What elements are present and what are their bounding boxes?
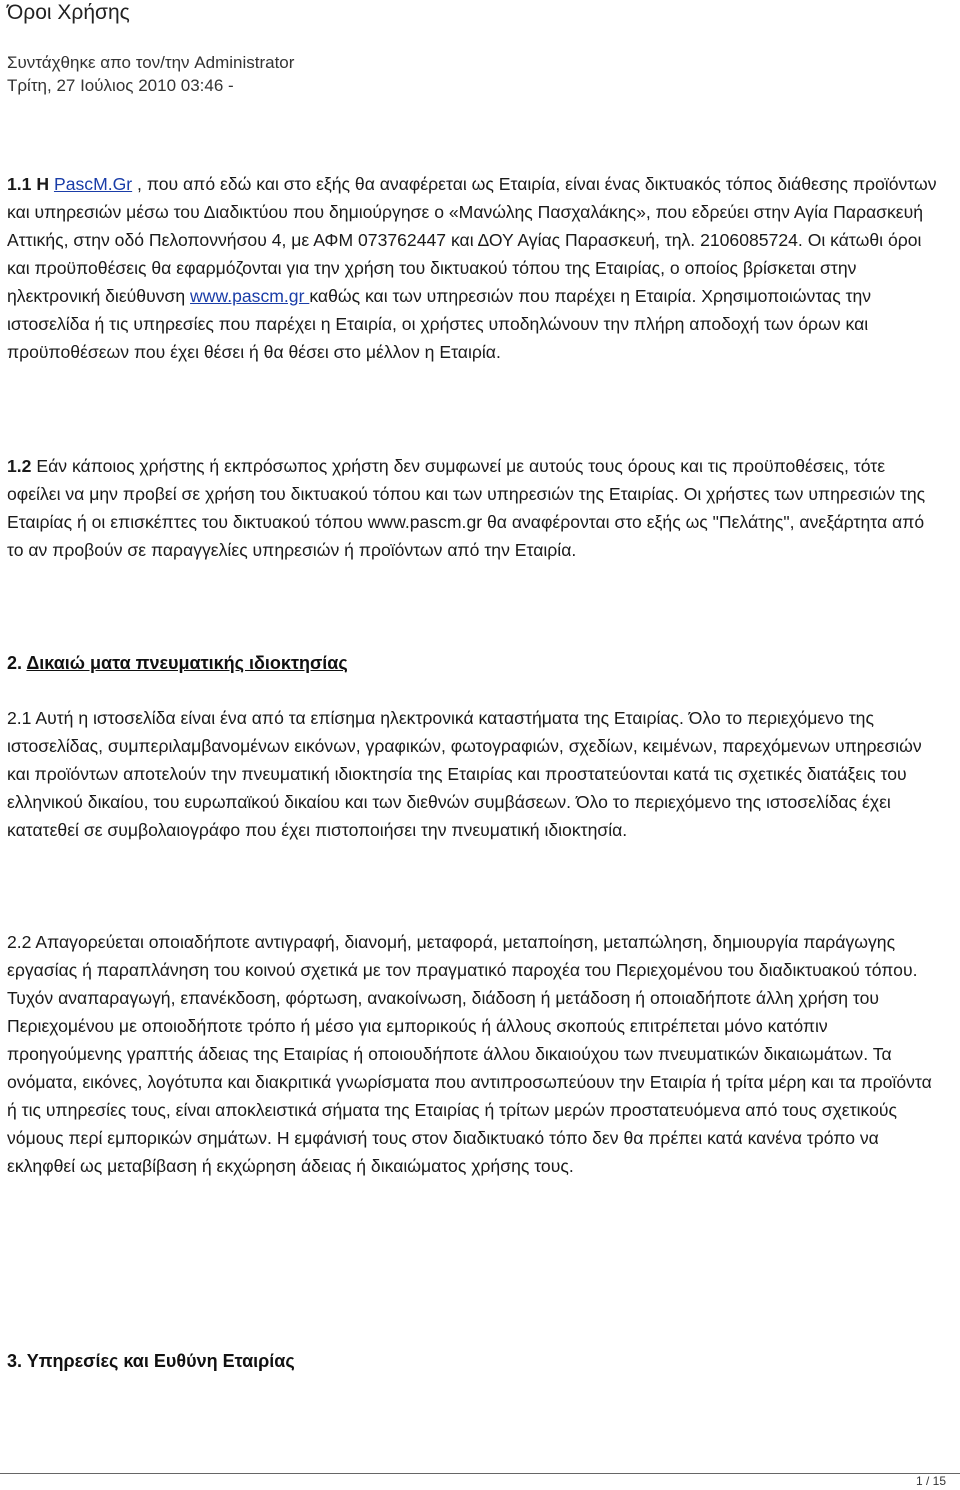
section-1-2 [7, 452, 943, 564]
section-2-2 [7, 928, 943, 1180]
page-number: 1 / 15 [915, 1474, 946, 1488]
section-1-1 [7, 170, 943, 366]
page-title: Όροι Χρήσης [7, 1, 130, 24]
footer-divider [0, 1473, 960, 1474]
date-line: Τρίτη, 27 Ιούλιος 2010 03:46 - [7, 76, 234, 95]
section-1-1-text-b: καθώς και των υπηρεσιών που παρέχει η Εταιρία. Χρησιμοποιώντας την ιστοσελίδα ή τις υπηρεσίες που παρέχει η Εταιρία, οι χρήστες υποδηλώνουν την πλήρη αποδοχή των όρων και προϋποθέσεων που έχει θέσει ή θα θέσει στο μέλλον η Εταιρία. [7, 286, 872, 362]
section-1-2-number: 1.2 [7, 456, 32, 476]
section-1-1-number: 1.1 Η [7, 174, 54, 194]
section-2-heading-number: 2. [7, 653, 27, 673]
section-2-heading [7, 651, 348, 675]
pascm-gr-link[interactable]: PascM.Gr [53, 174, 133, 194]
section-2-2-paragraph: 2.2 Απαγορεύεται οποιαδήποτε αντιγραφή, διανομή, μεταφορά, μεταποίηση, μεταπώληση, δημιουργία παράγωγης εργασίας ή παραπλάνηση του κοινού σχετικά με τον πραγματικό παροχέα του Περιεχομένου του διαδικτυακού τόπου. Τυχόν αναπαραγωγή, επανέκδοση, φόρτωση, ανακοίνωση, διάδοση ή μετάδοση ή οποιαδήποτε άλλη χρήση του Περιεχομένου με οποιοδήποτε τρόπο ή μέσο για εμπορικούς ή άλλους σκοπούς επιτρέπεται μόνο κατόπιν προηγούμενης γραπτής άδειας της Εταιρίας ή οποιουδήποτε άλλου δικαιούχου των πνευματικών δικαιωμάτων. Τα ονόματα, εικόνες, λογότυπα και διακριτικά γνωρίσματα που αντιπροσωπεύουν την Εταιρία ή τρίτα μέρη και τα προϊόντα ή τις υπηρεσίες τους, είναι αποκλειστικά σήματα της Εταιρίας ή τρίτων μερών προστατευόμενα από τους σχετικούς νόμους περί εμπορικών σημάτων. Η εμφάνισή τους στον διαδικτυακό τόπο δεν θα πρέπει κατά κανένα τρόπο να εκληφθεί ως μεταβίβαση ή εκχώρηση άδειας ή δικαιώματος χρήσης τους. [7, 932, 932, 1176]
section-1-1-text-a: , που από εδώ και στο εξής θα αναφέρεται ως Εταιρία, είναι ένας δικτυακός τόπος διάθεσης προϊόντων και υπηρεσιών μέσω του Διαδικτύου που δημιούργησε ο «Μανώλης Πασχαλάκης», που εδρεύει στην Αγία Παρασκευή Αττικής, στην οδό Πελοποννήσου 4, με ΑΦΜ 073762447 και ΔΟΥ Αγίας Παρασκευή, τηλ. 2106085724. Οι κάτωθι όροι και προϋποθέσεις θα εφαρμόζονται για την χρήση του δικτυακού τόπου της Εταιρίας, ο οποίος βρίσκεται στην ηλεκτρονική διεύθυνση [7, 174, 937, 306]
www-pascm-gr-link[interactable]: www.pascm.gr [190, 286, 310, 306]
section-2-heading-text: Δικαιώ ματα πνευματικής ιδιοκτησίας [26, 653, 348, 673]
section-1-2-text: Εάν κάποιος χρήστης ή εκπρόσωπος χρήστη δεν συμφωνεί με αυτούς τους όρους και τις προϋποθέσεις, τότε οφείλει να μην προβεί σε χρήση του δικτυακού τόπου και των υπηρεσιών της Εταιρίας. Οι χρήστες των υπηρεσιών της Εταιρίας ή οι επισκέπτες του δικτυακού τόπου www.pascm.gr θα αναφέρονται στο εξής ως "Πελάτης", ανεξάρτητα από το αν προβούν σε παραγγελίες υπηρεσιών ή προϊόντων από την Εταιρία. [7, 456, 926, 560]
section-1-2-paragraph [7, 452, 943, 564]
section-1-1-paragraph [7, 170, 943, 366]
section-3-heading: 3. Υπηρεσίες και Ευθύνη Εταιρίας [7, 1351, 295, 1371]
section-2-1 [7, 704, 943, 844]
author-line: Συντάχθηκε απο τον/την Administrator [7, 53, 295, 72]
section-2-1-paragraph: 2.1 Αυτή η ιστοσελίδα είναι ένα από τα επίσημα ηλεκτρονικά καταστήματα της Εταιρίας. Όλο το περιεχόμενο της ιστοσελίδας, συμπεριλαμβανομένων εικόνων, γραφικών, φωτογραφιών, σχεδίων, κειμένων, παρεχόμενων υπηρεσιών και προϊόντων αποτελούν την πνευματική ιδιοκτησία της Εταιρίας και προστατεύονται κατά τις σχετικές διατάξεις του ελληνικού δικαίου, του ευρωπαϊκού δικαίου και των διεθνών συμβάσεων. Όλο το περιεχόμενο της ιστοσελίδας έχει κατατεθεί σε συμβολαιογράφο που έχει πιστοποιήσει την πνευματική ιδιοκτησία. [7, 708, 922, 840]
